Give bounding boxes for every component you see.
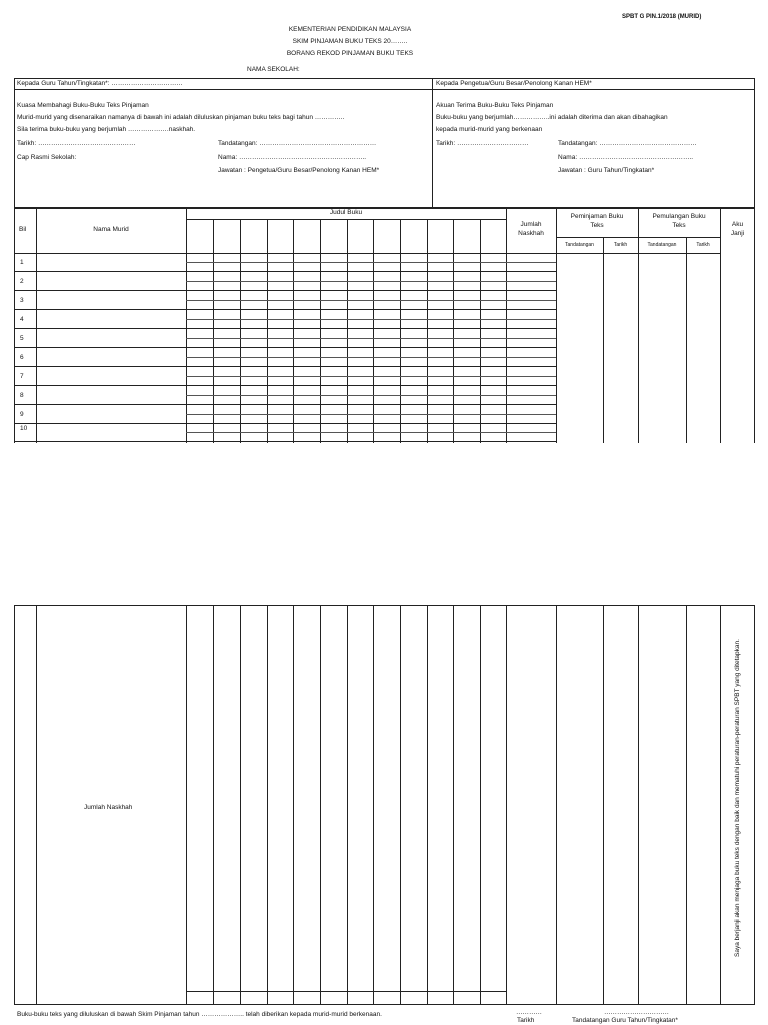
header-return-2: Teks bbox=[672, 222, 686, 229]
row-number: 9 bbox=[20, 411, 24, 418]
row-rule bbox=[14, 347, 556, 348]
book-col-line bbox=[320, 219, 321, 443]
half-row-rule bbox=[186, 376, 556, 377]
totals-rule bbox=[186, 991, 506, 992]
book-col-line bbox=[293, 219, 294, 443]
book-col-line bbox=[267, 605, 268, 1005]
book-col-line bbox=[427, 219, 428, 443]
sub-return-signature: Tandatangan bbox=[647, 242, 677, 248]
book-col-line bbox=[453, 219, 454, 443]
school-name-label: NAMA SEKOLAH: bbox=[247, 66, 300, 73]
row-number: 5 bbox=[20, 335, 24, 342]
right-panel-position: Jawatan : Guru Tahun/Tingkatan* bbox=[558, 167, 655, 174]
header-student-name: Nama Murid bbox=[93, 226, 129, 233]
right-panel-to: Kepada Pengetua/Guru Besar/Penolong Kanan HEM* bbox=[436, 80, 592, 87]
col-line bbox=[506, 207, 507, 443]
right-panel-line1: Buku-buku yang berjumlah……………..ini adalah diterima dan akan dibahagikan bbox=[436, 114, 668, 121]
header-total-2: Naskhah bbox=[518, 230, 544, 237]
half-row-rule bbox=[186, 338, 556, 339]
scheme-title: SKIM PINJAMAN BUKU TEKS 20…….. bbox=[292, 38, 408, 45]
half-row-rule bbox=[186, 300, 556, 301]
sub-loan-signature: Tandatangan bbox=[565, 242, 594, 248]
col-line bbox=[186, 605, 187, 1005]
left-panel-line2: Sila terima buku-buku yang berjumlah ……………….naskhah. bbox=[17, 126, 196, 133]
row-rule bbox=[14, 423, 556, 424]
left-panel-stamp: Cap Rasmi Sekolah: bbox=[17, 154, 77, 161]
half-row-rule bbox=[186, 395, 556, 396]
row-number: 8 bbox=[20, 392, 24, 399]
half-row-rule bbox=[186, 281, 556, 282]
header-total-1: Jumlah bbox=[520, 221, 542, 228]
col-line bbox=[506, 605, 507, 1005]
subheader-rule bbox=[556, 237, 720, 238]
half-row-rule bbox=[186, 357, 556, 358]
book-col-line bbox=[213, 605, 214, 1005]
book-col-line bbox=[373, 605, 374, 1005]
row-rule bbox=[14, 271, 556, 272]
panel-divider bbox=[432, 78, 433, 209]
left-panel-date: Tarikh: ……………………………………… bbox=[17, 140, 136, 147]
header-pledge-2: Janji bbox=[730, 230, 745, 237]
form-code: SPBT G PIN.1/2018 (MURID) bbox=[622, 14, 702, 20]
footer-date-dots: ………… bbox=[516, 1009, 542, 1016]
left-panel-signature: Tandatangan: ……………………………………………… bbox=[218, 140, 377, 147]
row-number: 6 bbox=[20, 354, 24, 361]
footer-date-label: Tarikh bbox=[517, 1017, 535, 1024]
header-return-1: Pemulangan Buku bbox=[652, 213, 706, 220]
book-col-line bbox=[480, 219, 481, 443]
right-panel-title: Akuan Terima Buku-Buku Teks Pinjaman bbox=[436, 102, 554, 109]
right-panel-rule bbox=[432, 89, 755, 90]
book-col-line bbox=[240, 219, 241, 443]
total-copies-label: Jumlah Naskhah bbox=[84, 804, 133, 811]
half-row-rule bbox=[186, 262, 556, 263]
row-rule bbox=[14, 328, 556, 329]
half-row-rule bbox=[186, 319, 556, 320]
ministry-title: KEMENTERIAN PENDIDIKAN MALAYSIA bbox=[288, 26, 412, 33]
header-loan-2: Teks bbox=[590, 222, 604, 229]
footer-sign-label: Tandatangan Guru Tahun/Tingkatan* bbox=[572, 1017, 678, 1024]
footer-statement: Buku-buku teks yang diluluskan di bawah Skim Pinjaman tahun ……………….. telah diberikan kepada murid-murid berkenaan. bbox=[17, 1011, 382, 1018]
right-panel-date: Tarikh: …………………………… bbox=[436, 140, 529, 147]
col-line bbox=[556, 605, 557, 1005]
col-line bbox=[603, 237, 604, 443]
row-rule bbox=[14, 366, 556, 367]
book-col-line bbox=[240, 605, 241, 1005]
book-col-line bbox=[400, 605, 401, 1005]
left-panel-name: Nama: ………………………………………………….. bbox=[218, 154, 367, 161]
left-panel-title: Kuasa Membahagi Buku-Buku Teks Pinjaman bbox=[17, 102, 149, 109]
col-line bbox=[686, 237, 687, 443]
row-rule bbox=[14, 309, 556, 310]
row-rule bbox=[14, 404, 556, 405]
col-line bbox=[720, 605, 721, 1005]
header-book-titles: Judul Buku bbox=[329, 209, 363, 216]
row-rule bbox=[14, 385, 556, 386]
book-col-line bbox=[400, 219, 401, 443]
book-col-line bbox=[320, 605, 321, 1005]
sub-return-date: Tarikh bbox=[696, 242, 710, 248]
col-line bbox=[186, 207, 187, 443]
book-col-line bbox=[373, 219, 374, 443]
header-loan-1: Peminjaman Buku bbox=[570, 213, 624, 220]
sub-loan-date: Tarikh bbox=[613, 242, 628, 248]
footer-sign-dots: ………………………… bbox=[604, 1009, 669, 1016]
books-header-rule bbox=[186, 219, 506, 220]
left-panel-line1: Murid-murid yang disenaraikan namanya di bawah ini adalah diluluskan pinjaman buku teks bagi tahun ………….. bbox=[17, 114, 345, 121]
book-col-line bbox=[213, 219, 214, 443]
pledge-statement: Saya berjanji akan menjaga buku teks dengan baik dan mematuhi peraturan-peraturan SPBT yang ditetapkan. bbox=[734, 639, 741, 957]
book-col-line bbox=[427, 605, 428, 1005]
left-panel-rule bbox=[14, 89, 433, 90]
header-pledge-1: Aku bbox=[731, 221, 744, 228]
book-col-line bbox=[347, 605, 348, 1005]
row-number: 3 bbox=[20, 297, 24, 304]
header-bottom-rule bbox=[14, 253, 556, 254]
col-line bbox=[603, 605, 604, 1005]
row-number: 4 bbox=[20, 316, 24, 323]
col-line bbox=[36, 605, 37, 1005]
book-col-line bbox=[480, 605, 481, 1005]
half-row-rule bbox=[186, 432, 556, 433]
book-col-line bbox=[267, 219, 268, 443]
header-bil: Bil bbox=[19, 226, 27, 233]
row-number: 10 bbox=[20, 425, 28, 432]
right-panel-signature: Tandatangan: ……………………………………… bbox=[558, 140, 697, 147]
book-col-line bbox=[453, 605, 454, 1005]
header-bottom-rule bbox=[556, 253, 720, 254]
left-panel-position: Jawatan : Pengetua/Guru Besar/Penolong Kanan HEM* bbox=[218, 167, 380, 174]
row-rule bbox=[14, 441, 556, 442]
right-panel-name: Nama: …………………………………………….. bbox=[558, 154, 694, 161]
form-title: BORANG REKOD PINJAMAN BUKU TEKS bbox=[286, 50, 414, 57]
book-col-line bbox=[347, 219, 348, 443]
col-line bbox=[686, 605, 687, 1005]
book-col-line bbox=[293, 605, 294, 1005]
row-number: 1 bbox=[20, 259, 24, 266]
right-panel-line2: kepada murid-murid yang berkenaan bbox=[436, 126, 543, 133]
col-line bbox=[720, 207, 721, 443]
left-panel-to: Kepada Guru Tahun/Tingkatan*: …………………………… bbox=[17, 80, 183, 87]
row-number: 2 bbox=[20, 278, 24, 285]
row-number: 7 bbox=[20, 373, 24, 380]
col-line bbox=[36, 207, 37, 443]
half-row-rule bbox=[186, 414, 556, 415]
col-line bbox=[638, 605, 639, 1005]
row-rule bbox=[14, 290, 556, 291]
